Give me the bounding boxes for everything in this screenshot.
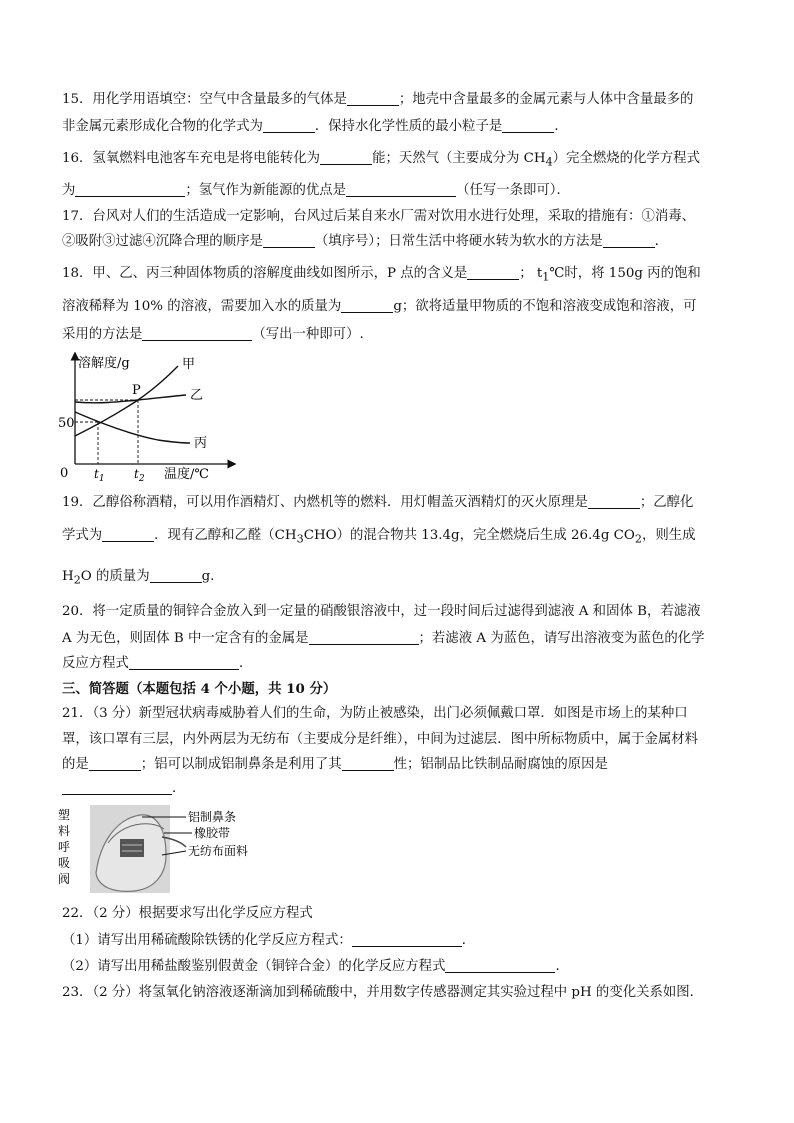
q22-line2 bbox=[62, 932, 742, 950]
label-left-char: 塑 bbox=[58, 808, 71, 822]
answer-blank[interactable] bbox=[62, 780, 172, 795]
breathing-valve bbox=[120, 839, 144, 857]
text: 非金属元素形成化合物的化学式为 bbox=[62, 119, 263, 134]
text: g． bbox=[201, 569, 224, 584]
text: 16．氢氧燃料电池客车充电是将电能转化为 bbox=[62, 151, 321, 166]
point-p-label: P bbox=[132, 383, 141, 398]
answer-blank[interactable] bbox=[142, 326, 252, 341]
q18-line3 bbox=[62, 326, 742, 344]
answer-blank[interactable] bbox=[129, 655, 239, 670]
subscript: 2 bbox=[73, 573, 81, 587]
q21-line1 bbox=[62, 705, 742, 723]
answer-blank[interactable] bbox=[263, 118, 315, 133]
answer-blank[interactable] bbox=[75, 182, 185, 197]
solubility-graph-svg bbox=[58, 352, 238, 482]
answer-blank[interactable] bbox=[320, 150, 372, 165]
y-tick-50: 50 bbox=[58, 416, 75, 431]
section-heading: 三、简答题（本题包括 4 个小题，共 10 分） bbox=[62, 681, 337, 697]
answer-blank[interactable] bbox=[445, 958, 555, 973]
answer-blank[interactable] bbox=[89, 756, 141, 771]
text: ． bbox=[554, 119, 568, 134]
text: （任写一条即可）． bbox=[456, 183, 570, 198]
answer-blank[interactable] bbox=[150, 568, 202, 583]
answer-blank[interactable] bbox=[352, 932, 462, 947]
text: ． bbox=[461, 933, 476, 948]
text: 能；天然气（主要成分为 CH bbox=[372, 151, 546, 166]
text: 采用的方法是 bbox=[62, 327, 143, 342]
label-left-char: 阀 bbox=[58, 872, 71, 886]
text: ． bbox=[555, 959, 569, 974]
text: （1）请写出用稀硫酸除铁锈的化学反应方程式： bbox=[62, 933, 352, 948]
text: （2）请写出用稀盐酸鉴别假黄金（铜锌合金）的化学反应方程式 bbox=[62, 959, 446, 974]
text: ；氢气作为新能源的优点是 bbox=[185, 183, 347, 198]
mask-figure-svg bbox=[58, 803, 273, 895]
solubility-graph bbox=[58, 352, 238, 482]
answer-blank[interactable] bbox=[342, 756, 394, 771]
q19-line3 bbox=[62, 568, 742, 590]
curve-yi bbox=[75, 395, 186, 403]
q22-line3 bbox=[62, 958, 742, 976]
answer-blank[interactable] bbox=[603, 233, 655, 248]
text: ；铝可以制成铝制鼻条是利用了其 bbox=[140, 757, 342, 772]
answer-blank[interactable] bbox=[467, 265, 519, 280]
answer-blank[interactable] bbox=[102, 527, 154, 542]
q21-line2 bbox=[62, 731, 742, 749]
t2-label: $t_2$ bbox=[134, 467, 145, 482]
text: ℃时，将 150g 丙的饱和 bbox=[549, 266, 701, 281]
subscript: 4 bbox=[545, 155, 553, 169]
label-left-char: 呼 bbox=[58, 840, 71, 854]
q16-line1 bbox=[62, 150, 742, 172]
q20-line2 bbox=[62, 630, 742, 648]
q19-line1 bbox=[62, 494, 742, 512]
q15-line1 bbox=[62, 91, 742, 109]
label-left-char: 料 bbox=[58, 824, 71, 838]
mask-figure bbox=[58, 803, 273, 895]
answer-blank[interactable] bbox=[263, 233, 315, 248]
q16-line2 bbox=[62, 182, 742, 200]
q17-line2 bbox=[62, 233, 742, 251]
q17-line1 bbox=[62, 208, 742, 226]
subscript: 1 bbox=[542, 270, 550, 284]
text: A 为无色，则固体 B 中一定含有的金属是 bbox=[62, 631, 309, 646]
answer-blank[interactable] bbox=[346, 182, 456, 197]
t1-label: $t_1$ bbox=[94, 467, 105, 482]
q18-line2 bbox=[62, 298, 742, 316]
q22-line1 bbox=[62, 905, 742, 923]
answer-blank[interactable] bbox=[347, 91, 399, 106]
text: ；乙醇化 bbox=[639, 495, 694, 510]
text: O 的质量为 bbox=[80, 569, 150, 584]
text: ． bbox=[654, 234, 669, 249]
answer-blank[interactable] bbox=[502, 118, 554, 133]
text: 学式为 bbox=[62, 528, 103, 543]
text: 22．（2 分）根据要求写出化学反应方程式 bbox=[62, 906, 313, 921]
text: H bbox=[62, 569, 74, 584]
text: 19．乙醇俗称酒精，可以用作酒精灯、内燃机等的燃料．用灯帽盖灭酒精灯的灭火原理是 bbox=[62, 495, 588, 510]
label-bing: 丙 bbox=[194, 436, 208, 451]
text: g；欲将适量甲物质的不饱和溶液变成饱和溶液，可 bbox=[393, 299, 697, 314]
text: 溶液稀释为 10% 的溶液，需要加入水的质量为 bbox=[62, 299, 342, 314]
q20-line3 bbox=[62, 655, 742, 673]
label-nose-strip: 铝制鼻条 bbox=[188, 810, 237, 824]
q15-line2 bbox=[62, 118, 742, 136]
text: ；若滤液 A 为蓝色，请写出溶液变为蓝色的化学 bbox=[418, 631, 705, 646]
origin-label: 0 bbox=[60, 466, 69, 481]
label-yi: 乙 bbox=[190, 388, 204, 403]
text: （写出一种即可）. bbox=[252, 327, 364, 342]
text: CHO）的混合物共 13.4g，完全燃烧后生成 26.4g CO bbox=[303, 528, 635, 543]
text: 20．将一定质量的铜锌合金放入到一定量的硝酸银溶液中，过一段时间后过滤得到滤液 A 和固体 B，若滤液 bbox=[62, 604, 701, 619]
text: ．保持水化学性质的最小粒子是 bbox=[314, 119, 503, 134]
text: 反应方程式 bbox=[62, 656, 129, 671]
answer-blank[interactable] bbox=[309, 630, 419, 645]
text: 23．（2 分）将氢氧化钠溶液逐渐滴加到稀硫酸中，并用数字传感器测定其实验过程中 pH 的变化关系如图． bbox=[62, 985, 704, 1000]
text: 21．（3 分）新型冠状病毒威胁着人们的生命，为防止被感染，出门必须佩戴口罩．如图是市场上的某种口 bbox=[62, 706, 688, 721]
q21-line3 bbox=[62, 756, 742, 774]
text: 18．甲、乙、丙三种固体物质的溶解度曲线如图所示，P 点的含义是 bbox=[62, 266, 468, 281]
subscript: 3 bbox=[296, 532, 304, 546]
text: ． bbox=[172, 781, 186, 796]
q21-line4 bbox=[62, 780, 742, 798]
answer-blank[interactable] bbox=[341, 298, 393, 313]
answer-blank[interactable] bbox=[588, 494, 640, 509]
text: 罩，该口罩有三层，内外两层为无纺布（主要成分是纤维），中间为过滤层．图中所标物质中，属于金属材料 bbox=[62, 732, 699, 747]
text: ． bbox=[238, 656, 253, 671]
text: ，则生成 bbox=[641, 528, 696, 543]
text: 15．用化学用语填空：空气中含量最多的气体是 bbox=[62, 92, 347, 107]
label-rubber-band: 橡胶带 bbox=[194, 826, 231, 840]
subscript: 2 bbox=[634, 532, 642, 546]
label-fabric: 无纺布面料 bbox=[188, 844, 249, 858]
y-axis-label: 溶解度/g bbox=[78, 356, 130, 371]
label-jia: 甲 bbox=[182, 357, 196, 372]
text: ②吸附③过滤④沉降合理的顺序是 bbox=[62, 234, 263, 249]
label-left-char: 吸 bbox=[58, 856, 71, 870]
text: ； t bbox=[519, 266, 543, 281]
q23-line1 bbox=[62, 984, 742, 1002]
x-axis-label: 温度/℃ bbox=[164, 467, 209, 482]
text: ．现有乙醇和乙醛（CH bbox=[154, 528, 297, 543]
text: 17．台风对人们的生活造成一定影响，台风过后某自来水厂需对饮用水进行处理，采取的措施有：①消毒、 bbox=[62, 209, 696, 224]
q18-line1 bbox=[62, 265, 742, 287]
q19-line2 bbox=[62, 527, 742, 549]
text: 的是 bbox=[62, 757, 89, 772]
text: 为 bbox=[62, 183, 76, 198]
text: 性；铝制品比铁制品耐腐蚀的原因是 bbox=[393, 757, 608, 772]
text: ；地壳中含量最多的金属元素与人体中含量最多的 bbox=[398, 92, 694, 107]
q20-line1 bbox=[62, 603, 742, 621]
text: （填序号）；日常生活中将硬水转为软水的方法是 bbox=[314, 234, 603, 249]
text: ）完全燃烧的化学方程式 bbox=[552, 151, 700, 166]
